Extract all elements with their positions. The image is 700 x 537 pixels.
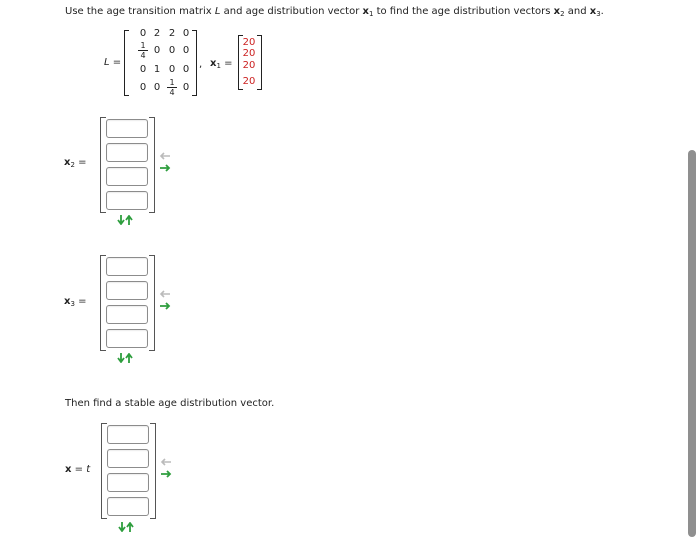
remove-column-arrow-icon[interactable]: [159, 152, 171, 160]
matrix-cell: 0: [168, 64, 176, 75]
x1-value: 20: [242, 60, 256, 71]
matrix-cell: 0: [182, 64, 190, 75]
x2-label: $x_2$ =: [64, 157, 87, 169]
remove-column-arrow-icon[interactable]: [160, 458, 172, 466]
x1-value: 20: [242, 37, 256, 48]
stable-input-1[interactable]: [107, 425, 149, 444]
row-up-down-arrows-icon[interactable]: [116, 353, 134, 363]
matrix-cell: 2: [168, 28, 176, 39]
matrix-cell: 0: [139, 82, 147, 93]
x2-input-4[interactable]: [106, 191, 148, 210]
stable-label: x = t: [65, 464, 91, 475]
matrix-fraction: $\frac{1}{4}$: [167, 78, 177, 97]
matrix-L-label: L =: [104, 57, 122, 68]
add-column-arrow-icon[interactable]: [159, 164, 171, 172]
comma: ,: [199, 59, 203, 70]
remove-column-arrow-icon[interactable]: [159, 290, 171, 298]
matrix-cell: 0: [139, 28, 147, 39]
matrix-cell: 1: [153, 64, 161, 75]
stable-right-bracket: [150, 423, 156, 519]
x2-input-1[interactable]: [106, 119, 148, 138]
stable-input-3[interactable]: [107, 473, 149, 492]
x3-input-4[interactable]: [106, 329, 148, 348]
x1-label: $x_1$ =: [210, 58, 233, 70]
stable-input-2[interactable]: [107, 449, 149, 468]
matrix-cell: 0: [182, 45, 190, 56]
x3-input-1[interactable]: [106, 257, 148, 276]
x2-right-bracket: [149, 117, 155, 213]
matrix-cell: 0: [139, 64, 147, 75]
scrollbar-thumb[interactable]: [688, 150, 696, 537]
row-up-down-arrows-icon[interactable]: [116, 215, 134, 225]
add-column-arrow-icon[interactable]: [160, 470, 172, 478]
matrix-cell: 0: [182, 28, 190, 39]
x2-input-2[interactable]: [106, 143, 148, 162]
matrix-cell: 0: [182, 82, 190, 93]
question-prompt: Use the age transition matrix L and age distribution vector $x_1$ to find the age distribution vectors $x_2$ and $x_3$.: [65, 6, 604, 18]
x3-input-3[interactable]: [106, 305, 148, 324]
add-column-arrow-icon[interactable]: [159, 302, 171, 310]
stable-prompt: Then find a stable age distribution vector.: [65, 398, 275, 409]
stable-input-4[interactable]: [107, 497, 149, 516]
matrix-cell: 0: [153, 45, 161, 56]
x1-right-bracket: [257, 35, 262, 90]
x2-input-3[interactable]: [106, 167, 148, 186]
row-up-down-arrows-icon[interactable]: [117, 522, 135, 532]
x1-value: 20: [242, 76, 256, 87]
matrix-cell: 0: [153, 82, 161, 93]
matrix-cell: 2: [153, 28, 161, 39]
matrix-cell: 0: [168, 45, 176, 56]
x3-label: $x_3$ =: [64, 296, 87, 308]
x3-right-bracket: [149, 255, 155, 351]
x1-value: 20: [242, 48, 256, 59]
matrix-fraction: $\frac{1}{4}$: [138, 41, 148, 60]
matrix-left-bracket: [124, 30, 129, 96]
x3-input-2[interactable]: [106, 281, 148, 300]
